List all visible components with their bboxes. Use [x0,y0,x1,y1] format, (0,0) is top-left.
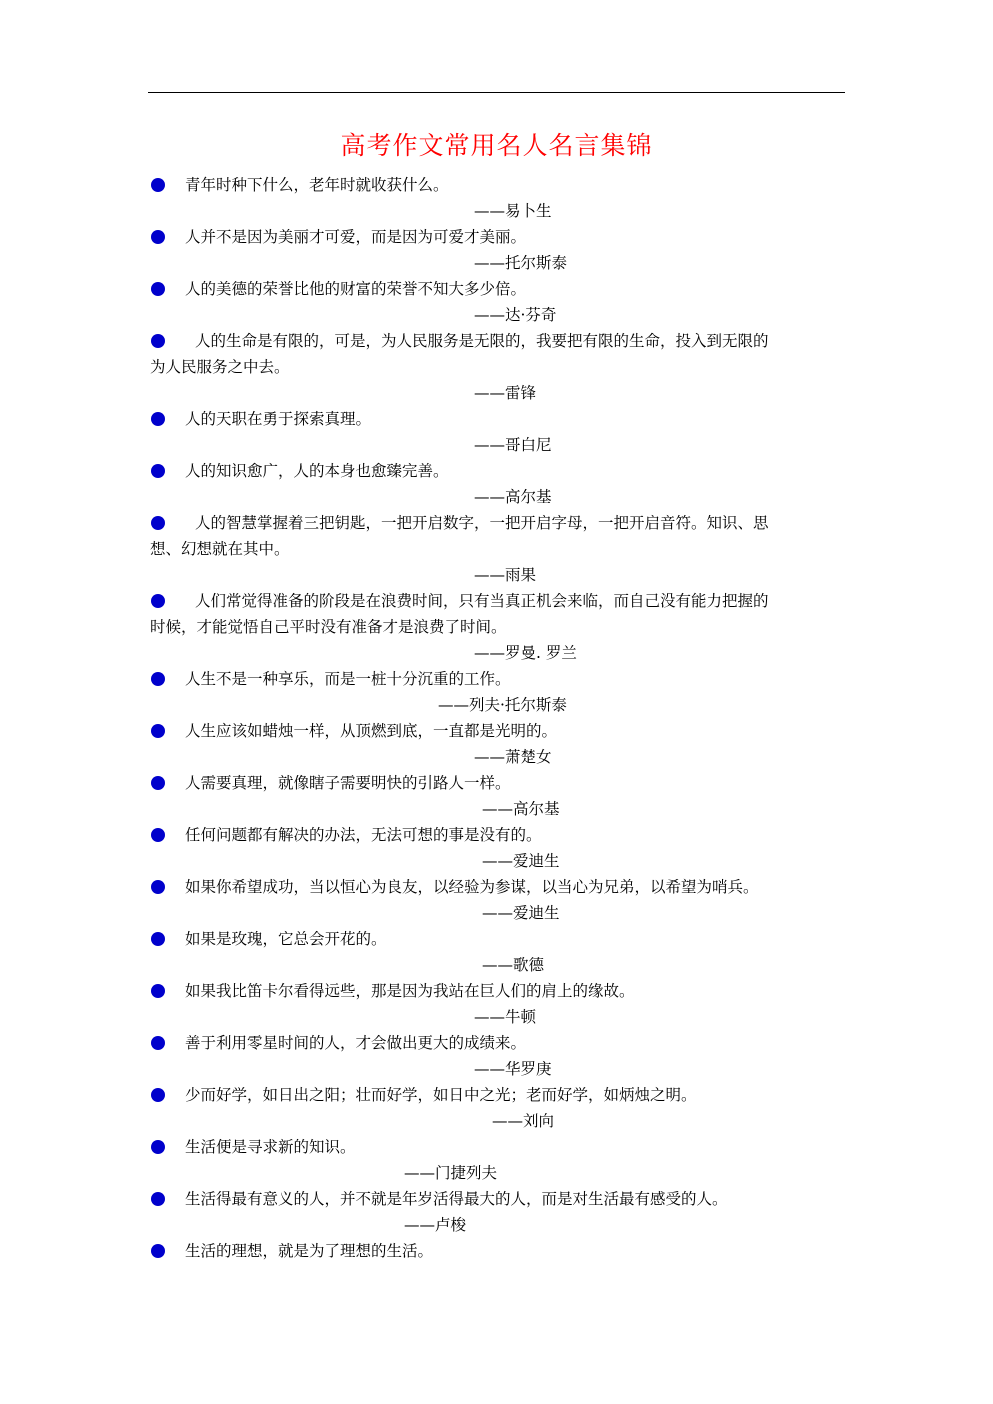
quote-text: 人生应该如蜡烛一样，从顶燃到底，一直都是光明的。 [185,722,558,740]
quote-text: 人的美德的荣誉比他的财富的荣誉不知大多少倍。 [185,280,527,298]
quote-author: ——托尔斯泰 [474,254,568,272]
bullet-icon [151,464,165,478]
quote-item [150,172,844,224]
quote-author: ——萧楚女 [474,748,552,766]
quote-text: 人们常觉得准备的阶段是在浪费时间，只有当真正机会来临，而自己没有能力把握的 [195,592,769,610]
quote-item [150,510,844,588]
quote-item [150,874,844,926]
quote-author: ——爱迪生 [482,904,560,922]
quote-text: 人的智慧掌握着三把钥匙，一把开启数字，一把开启字母，一把开启音符。知识、思 [195,514,769,532]
quote-text-continued: 想、幻想就在其中。 [150,540,290,558]
quote-author: ——爱迪生 [482,852,560,870]
quote-item [150,588,844,666]
bullet-icon [151,1192,165,1206]
bullet-icon [151,1088,165,1102]
quote-item [150,1134,844,1186]
bullet-icon [151,334,165,348]
quote-text: 青年时种下什么，老年时就收获什么。 [185,176,449,194]
bullet-icon [151,1140,165,1154]
bullet-icon [151,1036,165,1050]
quote-item [150,770,844,822]
bullet-icon [151,932,165,946]
quote-author: ——华罗庚 [474,1060,552,1078]
quote-item [150,1030,844,1082]
bullet-icon [151,594,165,608]
bullet-icon [151,516,165,530]
quote-author: ——罗曼. 罗兰 [474,644,577,662]
quote-text: 人生不是一种享乐，而是一桩十分沉重的工作。 [185,670,511,688]
quote-author: ——易卜生 [474,202,552,220]
quote-list [150,172,844,1264]
bullet-icon [151,1244,165,1258]
quote-text: 人的知识愈广，人的本身也愈臻完善。 [185,462,449,480]
quote-author: ——高尔基 [482,800,560,818]
quote-text: 人需要真理，就像瞎子需要明快的引路人一样。 [185,774,511,792]
quote-text: 善于利用零星时间的人，才会做出更大的成绩来。 [185,1034,527,1052]
quote-item [150,1238,844,1264]
bullet-icon [151,724,165,738]
quote-author: ——牛顿 [474,1008,537,1026]
quote-item [150,822,844,874]
quote-item [150,224,844,276]
quote-text-continued: 时候，才能觉悟自己平时没有准备才是浪费了时间。 [150,618,507,636]
quote-author: ——门捷列夫 [404,1164,498,1182]
quote-text: 人的生命是有限的，可是，为人民服务是无限的，我要把有限的生命，投入到无限的 [195,332,769,350]
header-rule [148,92,845,93]
quote-text: 生活便是寻求新的知识。 [185,1138,356,1156]
quote-text: 人的天职在勇于探索真理。 [185,410,372,428]
quote-text: 任何问题都有解决的办法，无法可想的事是没有的。 [185,826,542,844]
quote-item [150,276,844,328]
quote-text: 如果我比笛卡尔看得远些，那是因为我站在巨人们的肩上的缘故。 [185,982,635,1000]
quote-text: 人并不是因为美丽才可爱，而是因为可爱才美丽。 [185,228,527,246]
quote-author: ——卢梭 [404,1216,467,1234]
bullet-icon [151,230,165,244]
page-title: 高考作文常用名人名言集锦 [340,131,653,160]
quote-text: 生活的理想，就是为了理想的生活。 [185,1242,434,1260]
bullet-icon [151,672,165,686]
quote-item [150,1186,844,1238]
quote-item [150,978,844,1030]
quote-item [150,718,844,770]
quote-text: 少而好学，如日出之阳；壮而好学，如日中之光；老而好学，如炳烛之明。 [185,1086,697,1104]
bullet-icon [151,776,165,790]
quote-author: ——雷锋 [474,384,537,402]
bullet-icon [151,828,165,842]
quote-item [150,926,844,978]
quote-item [150,666,844,718]
quote-item [150,458,844,510]
quote-item [150,328,844,406]
bullet-icon [151,880,165,894]
quote-text: 生活得最有意义的人，并不就是年岁活得最大的人，而是对生活最有感受的人。 [185,1190,728,1208]
quote-item [150,1082,844,1134]
quote-author: ——列夫·托尔斯泰 [438,696,567,714]
bullet-icon [151,412,165,426]
quote-author: ——高尔基 [474,488,552,506]
bullet-icon [151,282,165,296]
bullet-icon [151,984,165,998]
quote-item [150,406,844,458]
quote-text: 如果你希望成功，当以恒心为良友，以经验为参谋，以当心为兄弟，以希望为哨兵。 [185,878,759,896]
quote-text-continued: 为人民服务之中去。 [150,358,290,376]
quote-author: ——雨果 [474,566,537,584]
quote-author: ——刘向 [492,1112,555,1130]
quote-author: ——哥白尼 [474,436,552,454]
quote-author: ——达·芬奇 [474,306,557,324]
quote-text: 如果是玫瑰，它总会开花的。 [185,930,387,948]
quote-author: ——歌德 [482,956,545,974]
bullet-icon [151,178,165,192]
